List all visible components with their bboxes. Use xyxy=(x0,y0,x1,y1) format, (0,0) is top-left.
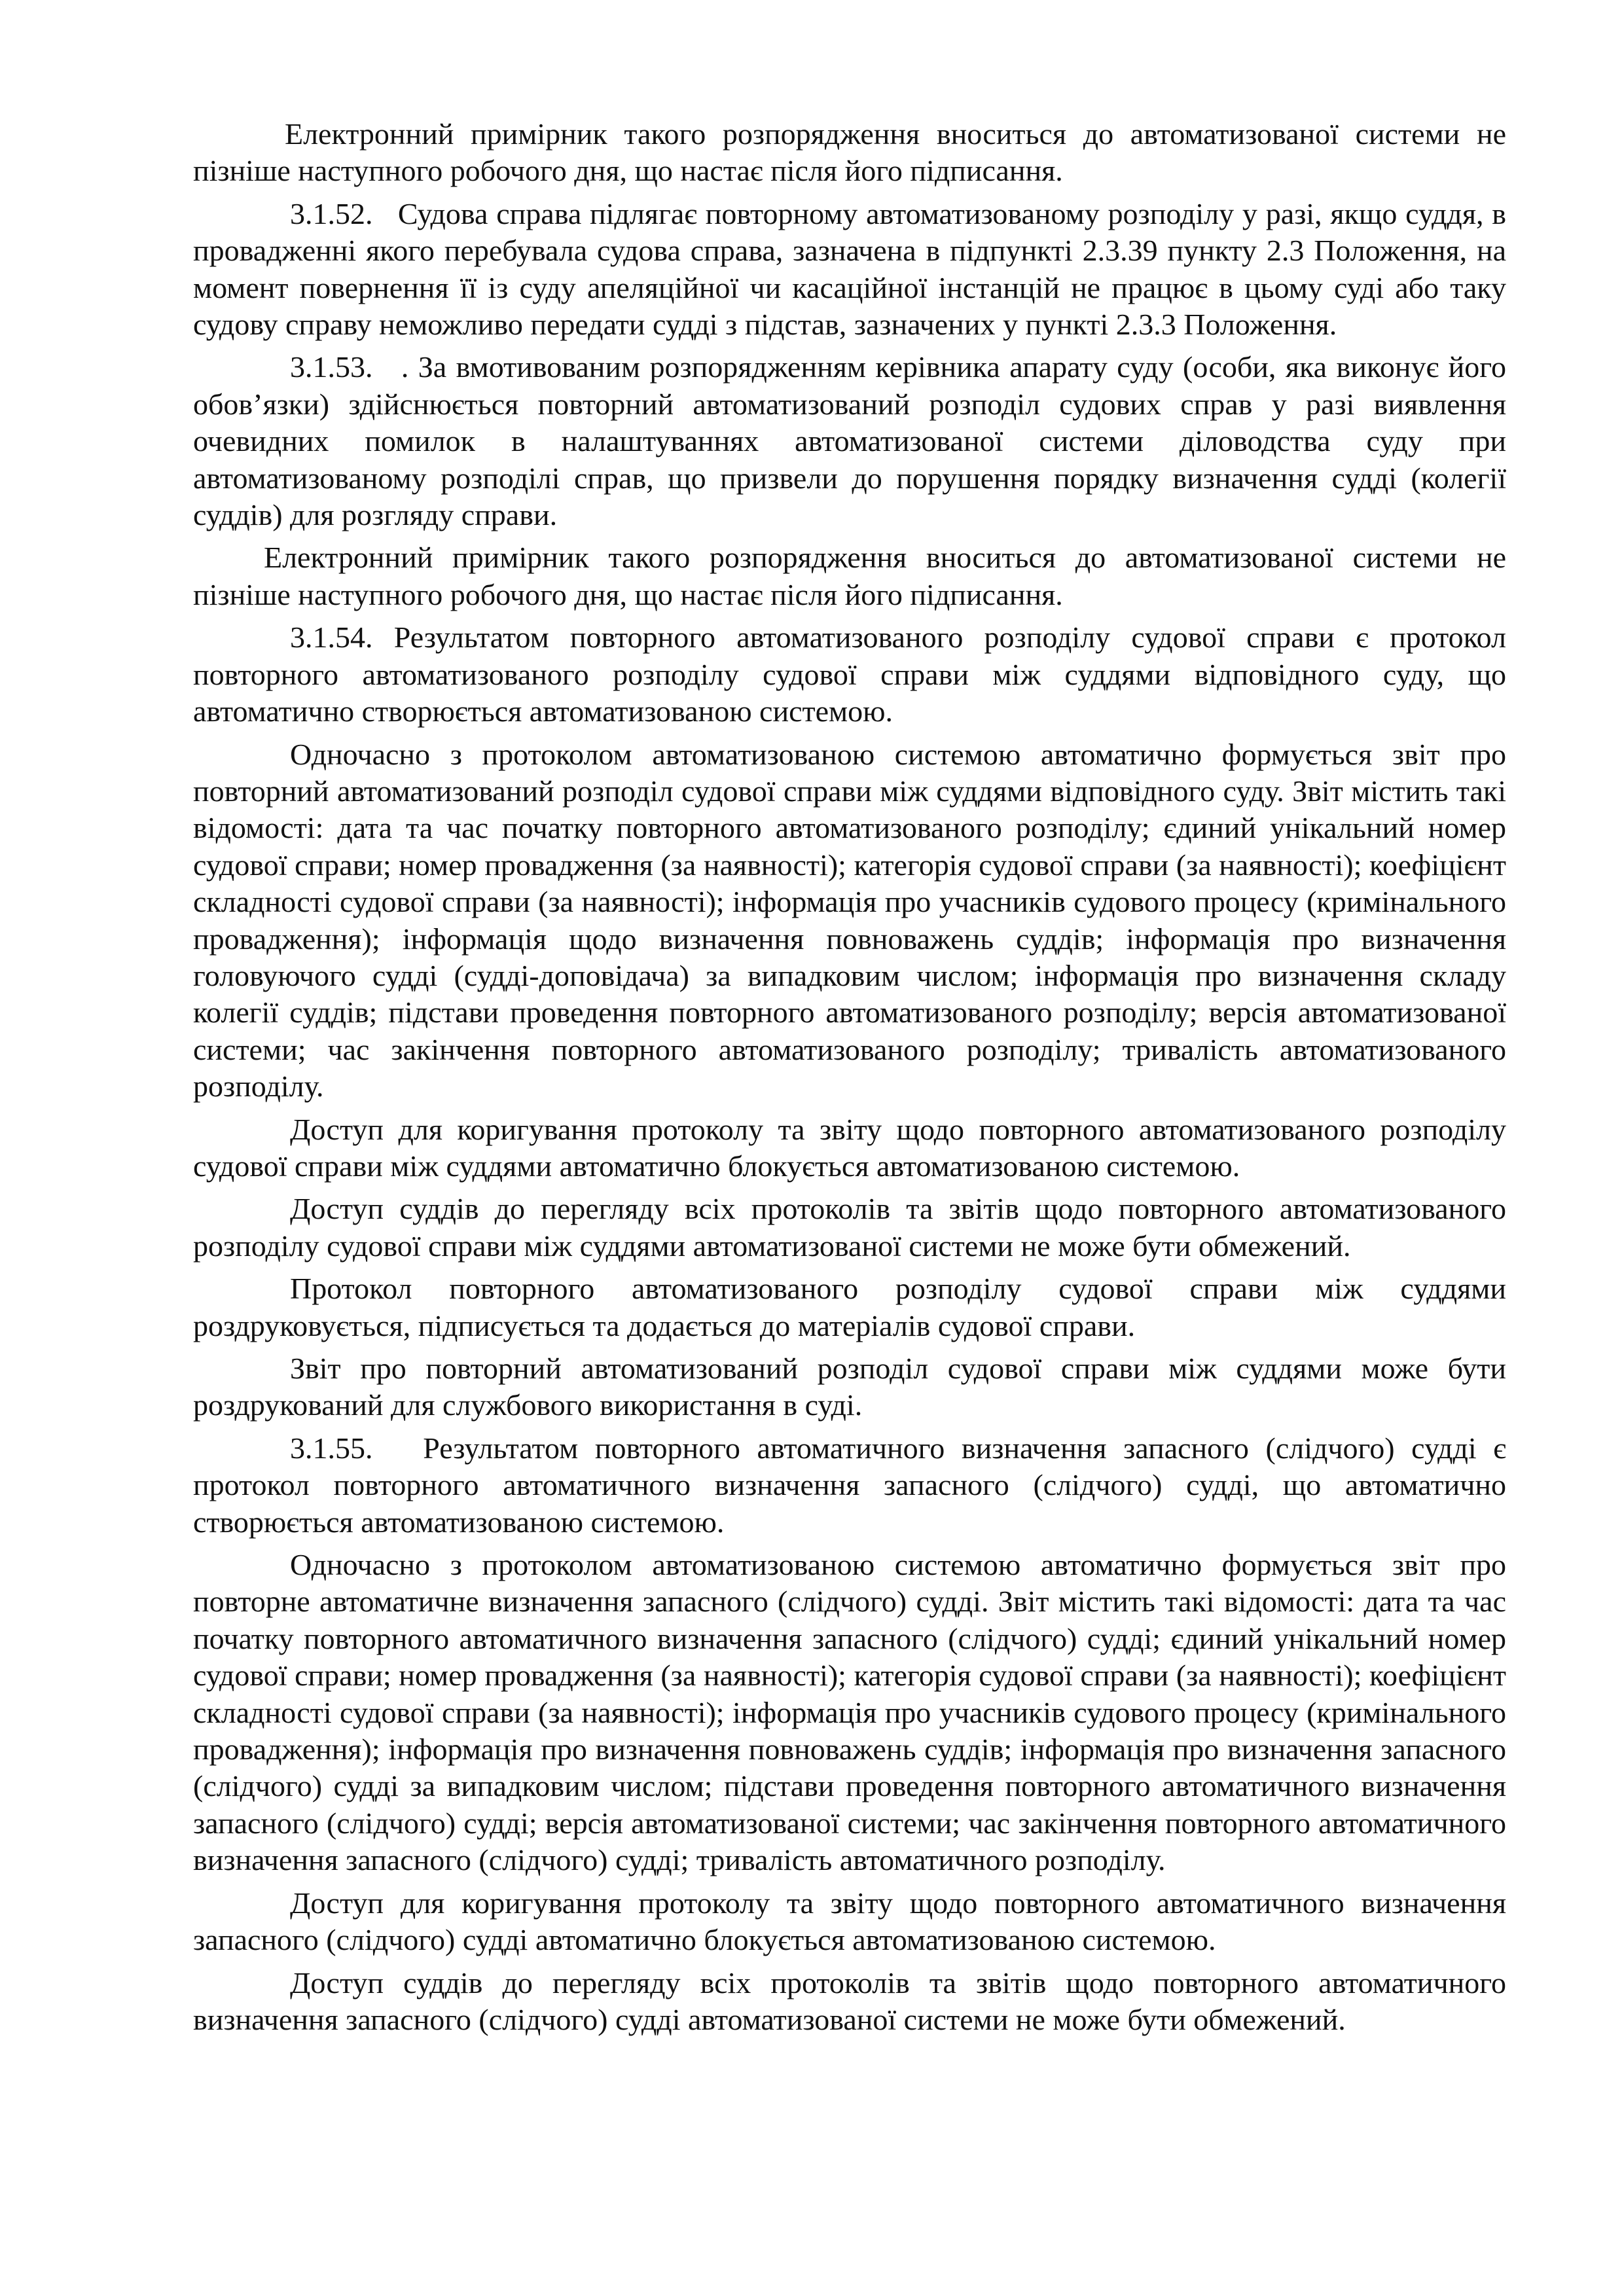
paragraph-access-view-2 xyxy=(193,1965,1506,2039)
paragraph-text: Протокол повторного автоматизованого розподілу судової справи між суддями роздруковується, підписується та додається до матеріалів судової справи. xyxy=(193,1272,1506,1342)
paragraph-text: Судова справа підлягає повторному автоматизованому розподілу у разі, якщо суддя, в провадженні якого перебувала судова справа, зазначена в підпункті 2.3.39 пункту 2.3 Положення, на момент повернення її із суду апеляційної чи касаційної інстанцій не працює в цьому суді або таку судову справу неможливо передати судді з підстав, зазначених у пункті 2.3.3 Положення. xyxy=(193,196,1507,342)
paragraph-access-edit-1 xyxy=(193,1111,1506,1185)
paragraph-text: Доступ суддів до перегляду всіх протоколів та звітів щодо повторного автоматизованого розподілу судової справи між суддями автоматизованої системи не може бути обмежений. xyxy=(193,1192,1506,1263)
paragraph-access-edit-2 xyxy=(193,1885,1506,1959)
paragraph-text: Одночасно з протоколом автоматизованою системою автоматично формується звіт про повторне автоматичне визначення запасного (слідчого) судді. Звіт містить такі відомості: дата та час початку повторного автоматичного визначення запасного (слідчого) судді; єдиний унікальний номер судової справи; номер провадження (за наявності); категорія судової справи (за наявності); коефіцієнт складності судової справи (за наявності); інформація про учасників судового процесу (кримінального провадження); інформація про визначення повноважень суддів; інформація про визначення запасного (слідчого) судді за випадковим числом; підстави проведення повторного автоматичного визначення запасного (слідчого) судді; версія автоматизованої системи; час закінчення повторного автоматичного визначення запасного (слідчого) судді; тривалість автоматичного розподілу. xyxy=(193,1548,1506,1877)
paragraph-text: Доступ суддів до перегляду всіх протоколів та звітів щодо повторного автоматичного визначення запасного (слідчого) судді автоматизованої системи не може бути обмежений. xyxy=(193,1965,1506,2036)
clause-number: 3.1.53. xyxy=(290,350,373,384)
paragraph-report-contents-2 xyxy=(193,1547,1506,1879)
paragraph-text: Доступ для коригування протоколу та звіту щодо повторного автоматичного визначення запасного (слідчого) судді автоматично блокується автоматизованою системою. xyxy=(193,1886,1506,1957)
paragraph-text: . За вмотивованим розпорядженням керівника апарату суду (особи, яка виконує його обов’язки) здійснюється повторний автоматизований розподіл судових справ у разі виявлення очевидних помилок в налаштуваннях автоматизованої системи діловодства суду при автоматизованому розподілі справ, що призвели до порушення порядку визначення судді (колегії суддів) для розгляду справи. xyxy=(193,350,1506,532)
paragraph-electronic-copy-2 xyxy=(193,539,1506,613)
paragraph-text: Електронний примірник такого розпорядження вноситься до автоматизованої системи не пізніше наступного робочого дня, що настає після його підписання. xyxy=(193,541,1506,611)
clause-3-1-53 xyxy=(193,349,1506,533)
paragraph-text: Доступ для коригування протоколу та звіту щодо повторного автоматизованого розподілу судової справи між суддями автоматично блокується автоматизованою системою. xyxy=(193,1112,1506,1183)
paragraph-access-view-1 xyxy=(193,1191,1506,1265)
paragraph-text: Результатом повторного автоматизованого розподілу судової справи є протокол повторного автоматизованого розподілу судової справи між суддями відповідного суду, що автоматично створюється автоматизованою системою. xyxy=(193,620,1506,728)
paragraph-text: Результатом повторного автоматичного визначення запасного (слідчого) судді є протокол повторного автоматичного визначення запасного (слідчого) судді, що автоматично створюється автоматизованою системою. xyxy=(193,1431,1506,1539)
clause-3-1-54 xyxy=(193,619,1506,730)
document-page xyxy=(193,116,1506,2038)
paragraph-text: Звіт про повторний автоматизований розподіл судової справи між суддями може бути роздрукований для службового використання в суді. xyxy=(193,1352,1506,1422)
paragraph-report-print xyxy=(193,1350,1506,1424)
clause-number: 3.1.55. xyxy=(290,1431,373,1465)
paragraph-electronic-copy-1 xyxy=(193,116,1506,190)
paragraph-protocol-print xyxy=(193,1270,1506,1344)
clause-3-1-55 xyxy=(193,1430,1506,1541)
paragraph-text: Електронний примірник такого розпорядження вноситься до автоматизованої системи не пізніше наступного робочого дня, що настає після його підписання. xyxy=(193,117,1506,188)
clause-3-1-52 xyxy=(193,196,1506,344)
clause-number: 3.1.54. xyxy=(290,620,373,655)
paragraph-report-contents-1 xyxy=(193,736,1506,1105)
paragraph-text: Одночасно з протоколом автоматизованою системою автоматично формується звіт про повторний автоматизований розподіл судової справи між суддями відповідного суду. Звіт містить такі відомості: дата та час початку повторного автоматизованого розподілу; єдиний унікальний номер судової справи; номер провадження (за наявності); категорія судової справи (за наявності); коефіцієнт складності судової справи (за наявності); інформація про учасників судового процесу (кримінального провадження); інформація щодо визначення повноважень суддів; інформація про визначення головуючого судді (судді-доповідача) за випадковим числом; інформація про визначення складу колегії суддів; підстави проведення повторного автоматизованого розподілу; версія автоматизованої системи; час закінчення повторного автоматизованого розподілу; тривалість автоматизованого розподілу. xyxy=(193,737,1506,1103)
clause-number: 3.1.52. xyxy=(290,196,373,230)
